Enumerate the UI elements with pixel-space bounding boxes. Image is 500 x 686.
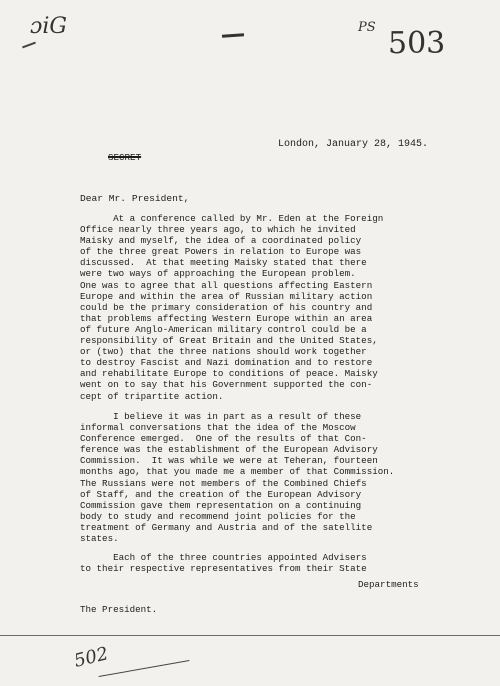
paragraph-1-line: discussed. At that meeting Maisky stated that there bbox=[80, 257, 367, 269]
paragraph-2-line: months ago, that you made me a member of that Commission. bbox=[80, 466, 395, 478]
handwritten-underline-stroke bbox=[99, 660, 190, 677]
paragraph-2-line: of Staff, and the creation of the European Advisory bbox=[80, 488, 362, 500]
paragraph-1-line: went on to say that his Government supported the con- bbox=[80, 379, 373, 391]
paragraph-1-line: and rehabilitate Europe to conditions of peace. Maisky bbox=[80, 368, 378, 380]
paragraph-1-line: Maisky and myself, the idea of a coordinated policy bbox=[80, 235, 362, 247]
paragraph-2-line: I believe it was in part as a result of these bbox=[80, 411, 362, 422]
paragraph-1-line: that problems affecting Western Europe within an area bbox=[80, 312, 373, 324]
paragraph-1-line: responsibility of Great Britain and the United States, bbox=[80, 335, 378, 347]
paragraph-2-line: treatment of Germany and Austria and of the satellite bbox=[80, 521, 373, 533]
paragraph-1-line: to destroy Fascist and Nazi domination and to restore bbox=[80, 357, 373, 369]
paragraph-2-line: states. bbox=[80, 533, 119, 545]
page-edge-line bbox=[0, 635, 500, 636]
paragraph-3-line: Each of the three countries appointed Advisers bbox=[80, 552, 367, 563]
paragraph-2-line: The Russians were not members of the Combined Chiefs bbox=[80, 477, 367, 489]
handwritten-check-mark bbox=[22, 42, 36, 49]
addressee: The President. bbox=[80, 604, 158, 615]
paragraph-1-line: were two ways of approaching the European problem. bbox=[80, 268, 356, 280]
paragraph-2 bbox=[80, 411, 480, 544]
salutation: Dear Mr. President, bbox=[80, 193, 190, 204]
paragraph-2-line: Conference emerged. One of the results of that Con- bbox=[80, 433, 367, 445]
stamp-dash-mark bbox=[222, 33, 244, 38]
paragraph-1-line: Europe and within the area of Russian military action bbox=[80, 290, 373, 302]
handwritten-page-number: 503 bbox=[388, 26, 446, 61]
paragraph-1-line: One was to agree that all questions affecting Eastern bbox=[80, 279, 373, 291]
paragraph-1 bbox=[80, 213, 480, 402]
handwritten-bottom-number: 502 bbox=[71, 643, 111, 672]
paragraph-3 bbox=[80, 552, 480, 574]
handwritten-ps-mark: PS bbox=[358, 20, 376, 35]
paragraph-1-line: At a conference called by Mr. Eden at the Foreign bbox=[80, 213, 384, 224]
paragraph-3-line: to their respective representatives from their State bbox=[80, 563, 367, 575]
paragraph-1-line: could be the primary consideration of his country and bbox=[80, 301, 373, 313]
classification-stamp: SECRET bbox=[108, 152, 142, 163]
paragraph-1-line: of the three great Powers in relation to Europe was bbox=[80, 246, 362, 258]
handwritten-mark-top-left: ɔiG bbox=[30, 14, 67, 39]
paragraph-2-line: Commission. It was while we were at Teheran, fourteen bbox=[80, 455, 378, 467]
paragraph-1-line: Office nearly three years ago, to which he invited bbox=[80, 224, 356, 236]
letter-date: London, January 28, 1945. bbox=[278, 139, 429, 150]
paragraph-1-line: of future Anglo-American military control could be a bbox=[80, 323, 367, 335]
paragraph-1-line: cept of tripartite action. bbox=[80, 390, 224, 402]
paragraph-2-line: informal conversations that the idea of the Moscow bbox=[80, 422, 356, 434]
paragraph-1-line: or (two) that the three nations should work together bbox=[80, 346, 367, 358]
catchword: Departments bbox=[358, 579, 419, 590]
paragraph-2-line: body to study and recommend joint policies for the bbox=[80, 510, 356, 522]
paragraph-2-line: Commission gave them representation on a continuing bbox=[80, 499, 362, 511]
paragraph-2-line: ference was the establishment of the European Advisory bbox=[80, 444, 378, 456]
